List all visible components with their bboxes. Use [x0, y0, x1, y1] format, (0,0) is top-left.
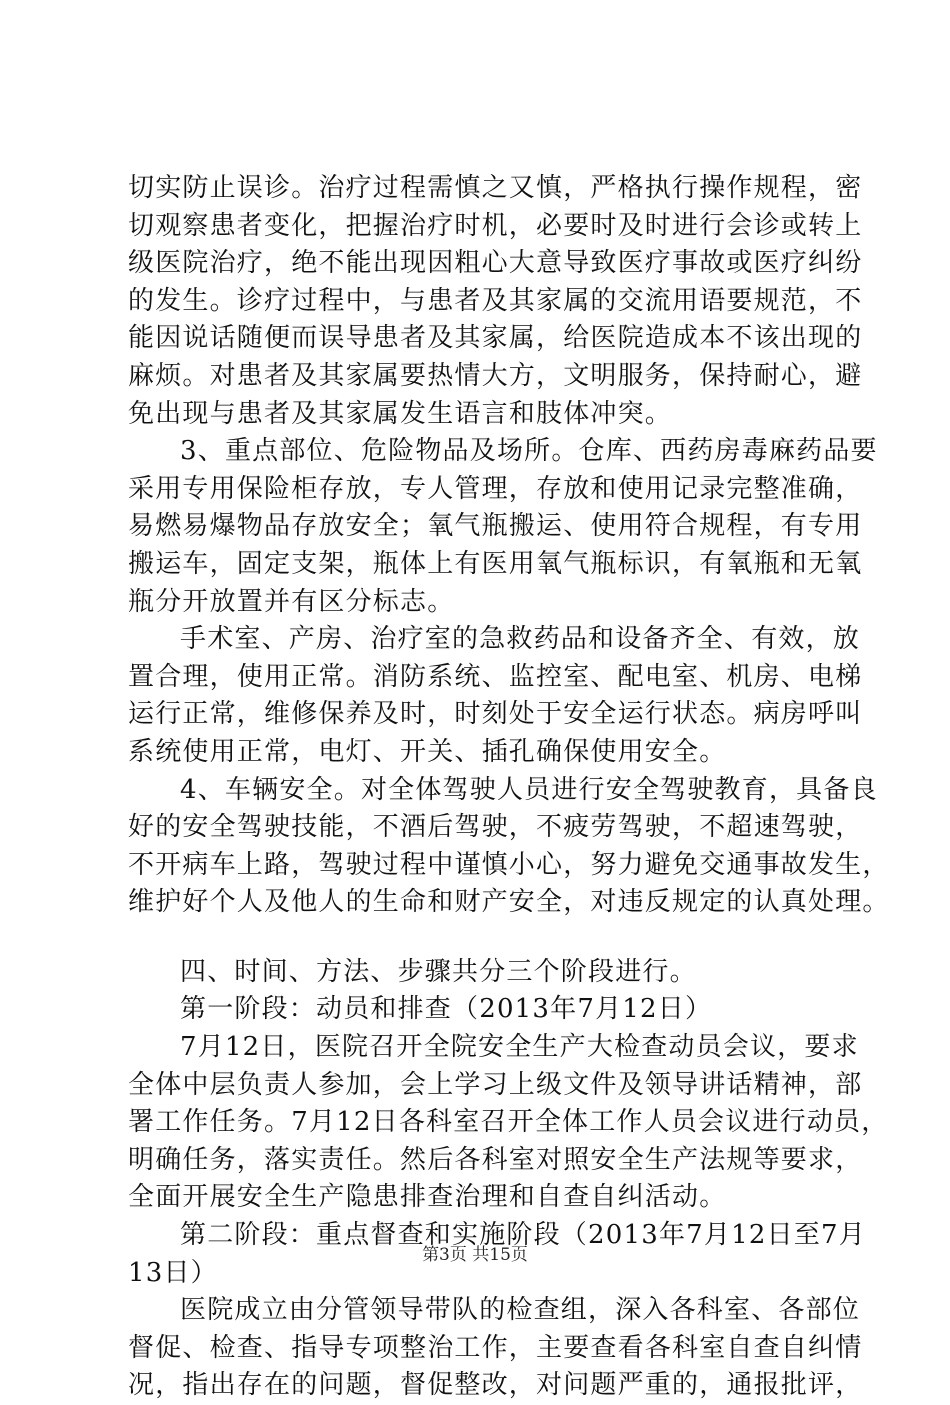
text-line: 能因说话随便而误导患者及其家属，给医院造成本不该出现的	[128, 323, 863, 354]
page-number: 第3页 共15页	[422, 1245, 528, 1265]
page-footer	[0, 1244, 950, 1266]
text-line: 系统使用正常，电灯、开关、插孔确保使用安全。	[128, 736, 727, 767]
text-line: 3、重点部位、危险物品及场所。仓库、西药房毒麻药品要	[180, 436, 878, 467]
stage-heading: 第一阶段：动员和排查（2013年7月12日）	[180, 994, 713, 1025]
text-line: 好的安全驾驶技能，不酒后驾驶，不疲劳驾驶，不超速驾驶，	[128, 812, 863, 843]
text-line: 医院成立由分管领导带队的检查组，深入各科室、各部位	[180, 1295, 861, 1326]
text-line: 手术室、产房、治疗室的急救药品和设备齐全、有效，放	[180, 624, 861, 655]
section-heading: 四、时间、方法、步骤共分三个阶段进行。	[180, 956, 697, 987]
paragraph-gap	[128, 922, 848, 954]
text-line: 督促、检查、指导专项整治工作，主要查看各科室自查自纠情	[128, 1332, 863, 1363]
stage-heading: 第二阶段：重点督查和实施阶段（2013年7月12日至7月	[180, 1220, 866, 1251]
text-line: 明确任务，落实责任。然后各科室对照安全生产法规等要求，	[128, 1144, 863, 1175]
text-line: 级医院治疗，绝不能出现因粗心大意导致医疗事故或医疗纠纷	[128, 248, 863, 279]
text-line: 4、车辆安全。对全体驾驶人员进行安全驾驶教育，具备良	[180, 774, 878, 805]
text-line: 7月12日，医院召开全院安全生产大检查动员会议，要求	[180, 1032, 859, 1063]
text-line: 置合理，使用正常。消防系统、监控室、配电室、机房、电梯	[128, 661, 863, 692]
text-line: 采用专用保险柜存放，专人管理，存放和使用记录完整准确，	[128, 473, 863, 504]
text-line: 全面开展安全生产隐患排查治理和自查自纠活动。	[128, 1182, 727, 1213]
text-line: 13日）	[128, 1257, 218, 1288]
text-line: 署工作任务。7月12日各科室召开全体工作人员会议进行动员，	[128, 1107, 889, 1138]
text-line: 运行正常，维修保养及时，时刻处于安全运行状态。病房呼叫	[128, 699, 863, 730]
text-line: 维护好个人及他人的生命和财产安全，对违反规定的认真处理。	[128, 887, 890, 918]
text-line: 瓶分开放置并有区分标志。	[128, 586, 455, 617]
text-line: 切实防止误诊。治疗过程需慎之又慎，严格执行操作规程，密	[128, 173, 863, 203]
text-line: 的发生。诊疗过程中，与患者及其家属的交流用语要规范，不	[128, 285, 863, 316]
document-body	[128, 170, 890, 1405]
text-line: 麻烦。对患者及其家属要热情大方，文明服务，保持耐心，避	[128, 360, 863, 391]
text-line: 搬运车，固定支架，瓶体上有医用氧气瓶标识，有氧瓶和无氧	[128, 548, 863, 579]
text-line: 全体中层负责人参加，会上学习上级文件及领导讲话精神，部	[128, 1069, 863, 1100]
text-line: 易燃易爆物品存放安全；氧气瓶搬运、使用符合规程，有专用	[128, 511, 863, 542]
text-line: 切观察患者变化，把握治疗时机，必要时及时进行会诊或转上	[128, 210, 863, 241]
text-line: 况，指出存在的问题，督促整改，对问题严重的，通报批评，	[128, 1370, 863, 1401]
text-line: 不开病车上路，驾驶过程中谨慎小心，努力避免交通事故发生，	[128, 849, 890, 880]
text-line: 免出现与患者及其家属发生语言和肢体冲突。	[128, 398, 673, 429]
